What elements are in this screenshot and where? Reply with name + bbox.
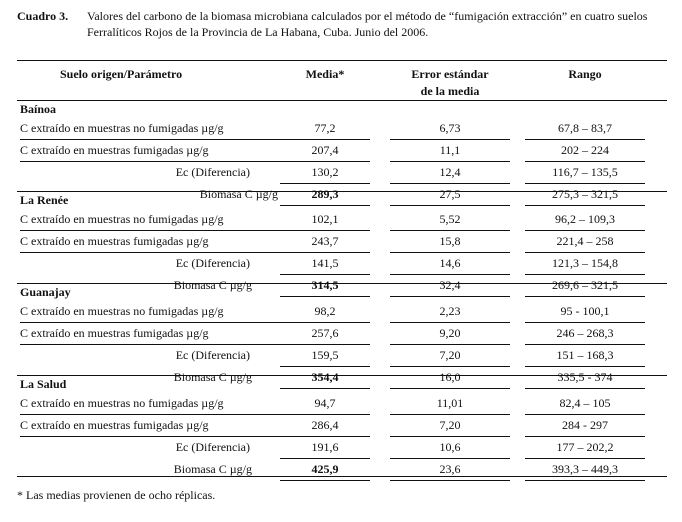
table-row — [0, 415, 682, 437]
param-cell: Biomasa C µg/g — [173, 462, 252, 476]
table-row — [0, 118, 682, 140]
param-cell: Biomasa C µg/g — [199, 187, 278, 201]
rango-cell: 335,5 - 374 — [525, 367, 645, 389]
media-cell: 314,5 — [280, 275, 370, 297]
footnote: * Las medias provienen de ocho réplicas. — [17, 488, 216, 502]
error-cell: 14,6 — [390, 253, 510, 275]
rango-cell: 116,7 – 135,5 — [525, 162, 645, 184]
rango-cell: 246 – 268,3 — [525, 323, 645, 345]
rango-cell: 269,6 – 321,5 — [525, 275, 645, 297]
rango-cell: 95 - 100,1 — [525, 301, 645, 323]
rango-cell: 221,4 – 258 — [525, 231, 645, 253]
param-cell: Ec (Diferencia) — [175, 256, 250, 270]
rango-cell: 96,2 – 109,3 — [525, 209, 645, 231]
group-label: La Renée — [20, 193, 69, 207]
table-row — [0, 140, 682, 162]
group-separator-rule — [17, 191, 667, 192]
error-cell: 15,8 — [390, 231, 510, 253]
header-rango: Rango — [568, 67, 602, 81]
param-cell: C extraído en muestras fumigadas µg/g — [20, 323, 280, 345]
table-row — [0, 301, 682, 323]
rango-cell: 82,4 – 105 — [525, 393, 645, 415]
param-cell: C extraído en muestras fumigadas µg/g — [20, 140, 280, 162]
rango-cell: 393,3 – 449,3 — [525, 459, 645, 481]
table-row — [0, 367, 682, 389]
header-error-line2: de la media — [420, 84, 480, 98]
table-row — [0, 184, 682, 206]
media-cell: 141,5 — [280, 253, 370, 275]
table-row — [0, 345, 682, 367]
param-cell: Ec (Diferencia) — [175, 348, 250, 362]
param-cell: C extraído en muestras no fumigadas µg/g — [20, 118, 280, 140]
media-cell: 243,7 — [280, 231, 370, 253]
rango-cell: 202 – 224 — [525, 140, 645, 162]
media-cell: 354,4 — [280, 367, 370, 389]
param-cell: Biomasa C µg/g — [173, 278, 252, 292]
caption-label: Cuadro 3. — [17, 9, 69, 23]
group-separator-rule — [17, 375, 667, 376]
param-cell: C extraído en muestras fumigadas µg/g — [20, 231, 280, 253]
param-cell: C extraído en muestras no fumigadas µg/g — [20, 301, 280, 323]
error-cell: 7,20 — [390, 345, 510, 367]
header-top-rule — [17, 60, 667, 61]
table-row — [0, 231, 682, 253]
caption-text: Valores del carbono de la biomasa microbiana calculados por el método de “fumigación extracción” en cuatro suelos Ferralíticos Rojos de la Provincia de La Habana, Cuba. Junio del 2006. — [87, 9, 648, 39]
rango-cell: 177 – 202,2 — [525, 437, 645, 459]
table-bottom-rule — [17, 476, 667, 477]
group-label: Baínoa — [20, 102, 57, 116]
error-cell: 11,1 — [390, 140, 510, 162]
error-cell: 23,6 — [390, 459, 510, 481]
error-cell: 7,20 — [390, 415, 510, 437]
rango-cell: 67,8 – 83,7 — [525, 118, 645, 140]
table-row — [0, 209, 682, 231]
param-cell: Ec (Diferencia) — [175, 165, 250, 179]
media-cell: 159,5 — [280, 345, 370, 367]
table-row — [0, 323, 682, 345]
media-cell: 257,6 — [280, 323, 370, 345]
error-cell: 6,73 — [390, 118, 510, 140]
header-bottom-rule — [17, 100, 667, 101]
media-cell: 130,2 — [280, 162, 370, 184]
error-cell: 11,01 — [390, 393, 510, 415]
media-cell: 191,6 — [280, 437, 370, 459]
error-cell: 32,4 — [390, 275, 510, 297]
media-cell: 98,2 — [280, 301, 370, 323]
param-cell: Ec (Diferencia) — [175, 440, 250, 454]
error-cell: 2,23 — [390, 301, 510, 323]
param-cell: Biomasa C µg/g — [173, 370, 252, 384]
header-error-line1: Error estándar — [411, 67, 489, 81]
media-cell: 425,9 — [280, 459, 370, 481]
error-cell: 12,4 — [390, 162, 510, 184]
param-cell: C extraído en muestras no fumigadas µg/g — [20, 209, 280, 231]
rango-cell: 121,3 – 154,8 — [525, 253, 645, 275]
error-cell: 16,0 — [390, 367, 510, 389]
table-row — [0, 393, 682, 415]
group-separator-rule — [17, 283, 667, 284]
rango-cell: 284 - 297 — [525, 415, 645, 437]
error-cell: 9,20 — [390, 323, 510, 345]
header-param: Suelo origen/Parámetro — [60, 67, 183, 81]
header-media: Media* — [305, 67, 345, 81]
media-cell: 207,4 — [280, 140, 370, 162]
table-row — [0, 162, 682, 184]
media-cell: 286,4 — [280, 415, 370, 437]
rango-cell: 275,3 – 321,5 — [525, 184, 645, 206]
group-label: Guanajay — [20, 285, 71, 299]
rango-cell: 151 – 168,3 — [525, 345, 645, 367]
media-cell: 289,3 — [280, 184, 370, 206]
media-cell: 77,2 — [280, 118, 370, 140]
table-row — [0, 437, 682, 459]
table-row — [0, 253, 682, 275]
param-cell: C extraído en muestras no fumigadas µg/g — [20, 393, 280, 415]
param-cell: C extraído en muestras fumigadas µg/g — [20, 415, 280, 437]
media-cell: 102,1 — [280, 209, 370, 231]
error-cell: 5,52 — [390, 209, 510, 231]
table-row — [0, 459, 682, 481]
table-row — [0, 275, 682, 297]
error-cell: 27,5 — [390, 184, 510, 206]
group-label: La Salud — [20, 377, 67, 391]
error-cell: 10,6 — [390, 437, 510, 459]
media-cell: 94,7 — [280, 393, 370, 415]
